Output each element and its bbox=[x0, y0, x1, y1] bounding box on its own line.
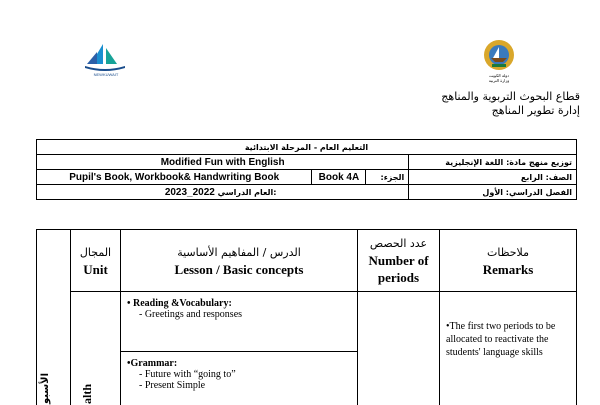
unit-label: alth bbox=[80, 383, 94, 404]
part-value: Book 4A bbox=[312, 170, 366, 185]
education-stage: التعليم العام - المرحلة الابتدائية bbox=[37, 140, 577, 155]
grammar-item: - Present Simple bbox=[139, 380, 206, 391]
grade-label: الصف: الرابع bbox=[409, 170, 577, 185]
remarks-header: ملاحظات Remarks bbox=[440, 230, 577, 292]
organization-text bbox=[380, 90, 580, 118]
curriculum-info-table bbox=[36, 139, 577, 200]
reading-title: Reading &Vocabulary: bbox=[133, 298, 232, 309]
course-title: Modified Fun with English bbox=[37, 155, 409, 170]
org-department: إدارة تطوير المناهج bbox=[491, 104, 580, 117]
remarks-cell: •The first two periods to be allocated to reactivate the students' language skills bbox=[440, 292, 577, 405]
grammar-item: - Future with “going to” bbox=[139, 369, 236, 380]
unit-cell bbox=[71, 292, 121, 405]
distribution-label: توزيع منهج مادة: اللغة الإنجليزية bbox=[409, 155, 577, 170]
unit-header: المجال Unit bbox=[71, 230, 121, 292]
books-list: Pupil's Book, Workbook& Handwriting Book bbox=[37, 170, 312, 185]
lesson-header: الدرس / المفاهيم الأساسية Lesson / Basic concepts bbox=[121, 230, 358, 292]
sail-logo-icon bbox=[85, 42, 125, 74]
year-label: العام الدراسي: bbox=[217, 187, 277, 197]
emblem-icon bbox=[477, 38, 521, 72]
grammar-title: Grammar: bbox=[130, 358, 178, 369]
emblem-caption: دولة الكويت وزارة التربية bbox=[488, 73, 510, 83]
org-sector: قطاع البحوث التربوية والمناهج bbox=[441, 90, 580, 103]
academic-year bbox=[37, 185, 409, 200]
term-label: الفصل الدراسي: الأول bbox=[409, 185, 577, 200]
reading-item: - Greetings and responses bbox=[139, 309, 243, 320]
lesson-distribution-table bbox=[36, 229, 577, 405]
reading-cell: • Reading &Vocabulary: - Greetings and responses bbox=[121, 292, 358, 352]
kuwait-emblem bbox=[477, 38, 521, 86]
logo-brand-text: NEWKUWAIT bbox=[93, 72, 119, 77]
grammar-cell: •Grammar: - Future with “going to” - Present Simple bbox=[121, 352, 358, 405]
periods-cell bbox=[358, 292, 440, 405]
new-kuwait-logo bbox=[85, 42, 125, 86]
remark-text: The first two periods to be allocated to reactivate the students' language skills bbox=[446, 321, 556, 358]
part-label: الجزء: bbox=[366, 170, 409, 185]
week-label: الأسبو bbox=[40, 372, 51, 404]
year-value: 2023_2022 bbox=[164, 186, 215, 198]
periods-header: عدد الحصص Number of periods bbox=[358, 230, 440, 292]
